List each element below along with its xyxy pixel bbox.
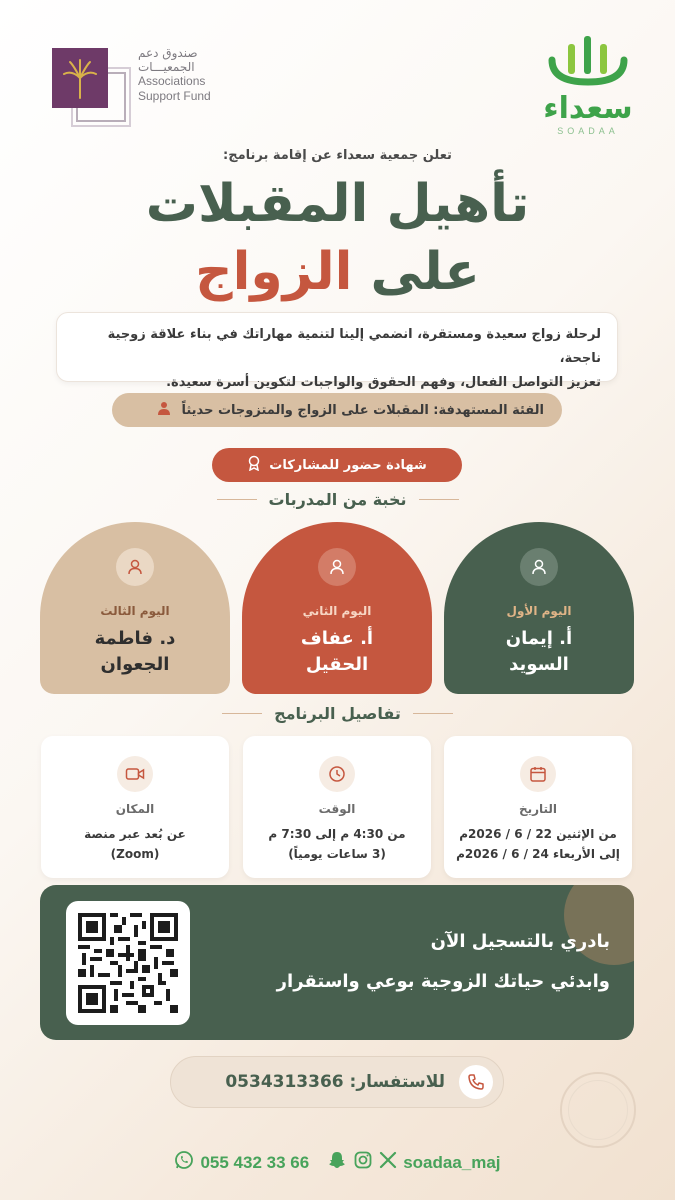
details-heading-text: تفاصيل البرنامج <box>274 704 401 723</box>
avatar-icon <box>116 548 154 586</box>
snapchat-icon <box>327 1150 347 1175</box>
asf-logo-mark <box>52 48 128 124</box>
title-line1: تأهيل المقبلات <box>145 174 530 234</box>
video-icon <box>117 756 153 792</box>
title-line2 <box>0 240 675 304</box>
register-line1: بادري بالتسجيل الآن <box>430 931 610 952</box>
avatar-icon <box>520 548 558 586</box>
trainer-name-line2: الحقيل <box>305 654 369 675</box>
trainer-day: اليوم الأول <box>506 604 572 618</box>
x-icon <box>379 1151 397 1174</box>
detail-card-date <box>444 736 632 878</box>
certificate-pill <box>212 448 462 482</box>
asf-logo <box>52 44 232 128</box>
soadaa-logo <box>536 30 640 138</box>
whatsapp-group[interactable] <box>174 1150 309 1175</box>
detail-card-location <box>41 736 229 878</box>
asf-ar-line1: صندوق دعم <box>138 46 198 60</box>
trainer-name-line2: السويد <box>509 654 569 675</box>
soadaa-logo-mark <box>546 30 630 88</box>
target-audience-pill <box>112 393 562 427</box>
qr-code-icon <box>78 913 178 1013</box>
trainers-heading <box>0 490 675 509</box>
detail-value-line2: إلى الأربعاء 24 / 6 / 2026م <box>456 847 620 861</box>
social-group[interactable] <box>327 1150 500 1175</box>
title-line2-part2: الزواج <box>195 242 353 302</box>
asf-ar-line2: الجمعيـــات <box>138 60 195 74</box>
register-banner <box>40 885 634 1040</box>
trainer-name-line1: أ. عفاف <box>300 628 374 649</box>
trainer-day: اليوم الثالث <box>100 604 170 618</box>
calendar-icon <box>520 756 556 792</box>
trainer-name-line1: أ. إيمان <box>505 628 573 649</box>
asf-logo-text <box>138 46 238 104</box>
divider <box>419 499 459 500</box>
trainers-heading-text: نخبة من المدربات <box>268 490 407 509</box>
trainer-name <box>40 626 230 678</box>
qr-code[interactable] <box>66 901 190 1025</box>
trainer-name-line1: د. فاطمة <box>94 628 176 649</box>
description-line2: تعزيز التواصل الفعال، وفهم الحقوق والواجبات لتكوين أسرة سعيدة. <box>166 375 601 390</box>
divider <box>217 499 257 500</box>
avatar-icon <box>318 548 356 586</box>
divider <box>222 713 262 714</box>
trainer-card-day1 <box>444 522 634 694</box>
social-handle: soadaa_maj <box>403 1152 501 1172</box>
trainer-card-day2 <box>242 522 432 694</box>
title-line2-part1: على <box>352 242 480 302</box>
trainer-card-day3 <box>40 522 230 694</box>
instagram-icon <box>353 1150 373 1175</box>
detail-label: الوقت <box>318 802 356 816</box>
details-heading <box>0 704 675 723</box>
whatsapp-icon <box>174 1150 194 1175</box>
trainer-day: اليوم الثاني <box>302 604 372 618</box>
detail-value-line1: من 4:30 م إلى 7:30 م <box>268 827 406 841</box>
decorative-circle <box>564 885 634 965</box>
detail-label: التاريخ <box>518 802 558 816</box>
phone-icon <box>459 1065 493 1099</box>
detail-value-line1: من الإثنين 22 / 6 / 2026م <box>459 827 617 841</box>
trainer-name <box>444 626 634 678</box>
detail-value <box>243 824 431 864</box>
palm-icon <box>52 48 108 108</box>
certificate-text: شهادة حضور للمشاركات <box>269 457 427 473</box>
divider <box>413 713 453 714</box>
detail-value-line2: (3 ساعات يومياً) <box>288 847 386 861</box>
detail-label: المكان <box>115 802 155 816</box>
clock-icon <box>319 756 355 792</box>
target-audience-text: الفئة المستهدفة: المقبلات على الزواج والمتزوجات حديثاً <box>181 402 544 418</box>
trainer-name <box>242 626 432 678</box>
detail-card-time <box>243 736 431 878</box>
detail-value <box>444 824 632 864</box>
soadaa-logo-ar: سعداء <box>543 91 633 126</box>
user-icon <box>157 401 171 419</box>
detail-value <box>41 824 229 864</box>
asf-en-line2: Support Fund <box>138 89 211 103</box>
register-line2: وابدئي حياتك الزوجية بوعي واستقرار <box>276 971 610 992</box>
description-line1: لرحلة زواج سعيدة ومستقرة، انضمي إلينا لتنمية مهاراتك في بناء علاقة زوجية ناجحة، <box>107 327 601 366</box>
intro-text: تعلن جمعية سعداء عن إقامة برنامج: <box>223 148 452 163</box>
whatsapp-number: 055 432 33 66 <box>200 1152 310 1172</box>
asf-en-line1: Associations <box>138 74 206 88</box>
contact-pill[interactable] <box>170 1056 504 1108</box>
description-box <box>56 312 618 390</box>
decorative-ring <box>568 1080 628 1140</box>
contact-text: للاستفسار: 0534313366 <box>225 1072 445 1092</box>
detail-value-line1: عن بُعد عبر منصة <box>84 827 186 841</box>
footer <box>0 1150 675 1175</box>
soadaa-logo-en: SOADAA <box>557 126 619 136</box>
detail-value-line2: (Zoom) <box>110 847 160 861</box>
award-icon <box>247 455 261 475</box>
trainer-name-line2: الجعوان <box>100 654 170 675</box>
